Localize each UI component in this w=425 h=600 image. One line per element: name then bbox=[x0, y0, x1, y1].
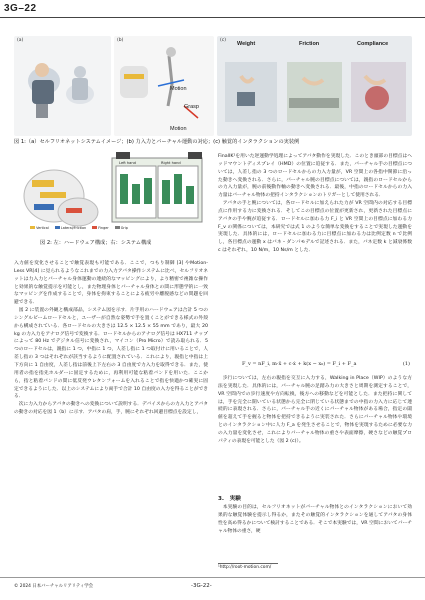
legend-item: Grip bbox=[115, 226, 128, 230]
figure-1 bbox=[14, 36, 412, 136]
paragraph: 本実験の目的は，セルフリオネットがバーチャル物体とのインタラクションにおいて効果的な触覚体験を提示し得るか，またその触覚的インタラクションを通してアバタの身体性を高め得るかについて検討することである．そこで本実験では，VR 空間においてバーチャル物体の重さ，硬 bbox=[218, 505, 412, 534]
left-column bbox=[14, 260, 208, 417]
header-rule bbox=[0, 17, 425, 18]
figure-1-panel-a bbox=[14, 36, 111, 136]
page-number: -3G-22- bbox=[191, 583, 212, 589]
legend-item: Vertical bbox=[30, 226, 49, 230]
figure-2 bbox=[16, 152, 206, 237]
paragraph: FinalIK¹を用いた逆運動学処理によってアバタ動作を実現した．このとき頭部の目標点はヘッドマウントディスプレイ（HMD）の位置に追従する．また，バーチャル手の目標点については，人差し指の 3 つのロードセルからの力入力量が，VR 空間上の各指中関節に沿った動きへ変換される．さらに，バーチャル腕の目標点については，親指のロードセルからの力入力量が，腕の前後動作軸の動きへ変換される．最後，中指のロードセルからの力入力量はバーチャル物体の把持インタラクションのトリガーとして使用される． bbox=[218, 154, 412, 199]
paragraph: 入力値を変化させることで触覚表現も可能である．ここで，つもり制御 [3] やMotion-Less VR[4] に見られるようなこれまでの力入力アバタ操作システムに比べ，セルフリオネットは力入力とバーチャル身体運動の連続的なマッピングにより，より精密で複雑な操作と効果的な触覚提示を可能とし，また物理身体とバーチャル身体との間に形態学的に一致なマッピングを作成することで，身体を拘束することによる疲労や離脱感などの問題を回避できる． bbox=[14, 261, 208, 306]
section-3-heading: 3. 実験 bbox=[218, 496, 241, 502]
haptic-examples-illustration bbox=[217, 36, 412, 136]
equation-1 bbox=[242, 361, 410, 367]
left-hand-label: Left hand bbox=[119, 161, 136, 165]
panel-a-label: (a) bbox=[17, 38, 24, 43]
force-mapping-illustration bbox=[114, 36, 214, 136]
panel-c-label: (c) bbox=[220, 38, 226, 43]
right-hand-label: Right hand bbox=[161, 161, 181, 165]
figure-2-legend bbox=[30, 226, 128, 230]
figure-1-panel-c bbox=[217, 36, 412, 136]
figure-1-panel-b bbox=[114, 36, 214, 136]
paragraph: 図 2 に装置の外観と構成部品，システム図を示す．片手用のハードウェアは合計 5 つのシングルビームロードセルと，ユーザーが自然な姿勢で手を置くことができる様式の外殻から構成されている．各ロードセルの大きさは 12.5 × 12.5 × 55 mm であり，最大 20 kg の力入力をアナログ信号で変換する．ロードセルからのアナログ信号は HX711 チップによって 80 Hz でデジタル信号に変換され，マイコン（Pro Micro）で読み取られる．5 つのロードセルは，親指に 1 つ，中指に 1 つ，人差し指に 1 つ取付けに用いることで，人差し指の 3 つはそれぞれが該当するように配置されている．これにより，親指と中指は上下方向に 1 自由度，人差し指は前後上下左右の 3 自由度で力入力を取得できる．また，使用者の指を指先ホルダーに固定するために，再利用可能な粘着バンドを用いた．ここから，指と粘着バンドの間に低反発ウレタンフォームを入れることで指を快適かつ確実に固定できるようにした．以上のシステムにより両手で合計 10 自由度の入力を得ることができる． bbox=[14, 308, 208, 400]
legend-item: Finger bbox=[92, 226, 109, 230]
person-avatar-illustration bbox=[14, 36, 111, 136]
paragraph: 次に力入力からアバタの動きへの変換について説明する．デバイスからの力入力とアバタの動きの対応を図 1（b）に示す．アバタの肩，手，腕にそれぞれ回避目標点を設定し， bbox=[14, 402, 208, 416]
motion-label-2: Motion bbox=[170, 126, 187, 132]
right-column-mid bbox=[218, 375, 412, 446]
grasp-label: Grasp bbox=[184, 104, 199, 110]
weight-label: Weight bbox=[237, 41, 256, 47]
motion-label-1: Motion bbox=[170, 86, 187, 92]
friction-label: Friction bbox=[299, 41, 320, 47]
footer-rule bbox=[0, 577, 425, 578]
section-3-body bbox=[218, 504, 412, 535]
equation-text: F_v = nF_i, m·ẍ + c·ẋ + k(x − x₀) = F_i + F_a bbox=[242, 361, 357, 367]
compliance-label: Compliance bbox=[357, 41, 389, 47]
right-column-top bbox=[218, 153, 412, 255]
paragraph: 歩行については，左右の親指を交互に入力する，Walking in Place（WIP）のような方法を実現した．具体的には，バーチャル腕の足踏み力の大きさと周期を測定することで，VR 空間内での歩行速度や方向転換，後方への移動などを可能とした．また把持に関しては，手を完全に開いている状態から完全に閉じている状態までの中指の力入力に応じて連続的に表現される．さらに，バーチャル手の近くにバーチャル物体がある場合，指定の閾値を超えて手を握ると物体を把持できるように実装された．さらにバーチャル物体や環境とのインタラクション中に人力 F_a を発生させることで，物体を実現するために必要な力の入力量を変化させ，これによりバーチャル物体の重さや表面摩擦，硬さなどの触覚プロパティの表現を可能とした（図 2 (c)）。 bbox=[218, 376, 412, 444]
footnote-rule bbox=[218, 563, 278, 564]
legend-item: Lateral/Friction bbox=[55, 226, 86, 230]
footnote: ¹http://root-motion.com/ bbox=[218, 565, 272, 570]
page-header-label: 3G–22 bbox=[4, 3, 37, 14]
equation-number: (1) bbox=[402, 361, 410, 367]
copyright: © 2024 日本バーチャルリアリティ学会 bbox=[14, 584, 94, 589]
figure-2-caption: 図 2: 左：ハードウェア構成；右：システム構成 bbox=[40, 240, 152, 246]
figure-1-caption: 図 1:（a）セルフリオネットシステムイメージ；(b) 力入力とバーチャル運動の対応；(c) 触覚的インタラクションの実装例 bbox=[14, 139, 300, 145]
panel-b-label: (b) bbox=[117, 38, 124, 43]
paragraph: アバタの手と腕については，各ロードセルに加えられた力が VR 空間内の対応する目標点に作用する力に変換される．そしてこの目標点の位置が更新され，更新された目標点にアバタの手や腕が追従する．ロードセルに加わる力 F_i と VR 空間上の目標点に加わる力 F_v の関係については，本研究では式 1 のような簡単な変換をすることで実現した運動を実現した．具体的には，ロードセルに加わる力に目標点に加わる力は比例定数 n で比例し，各目標点の運動 x はバネ・ダンパモデルで記述される．また，バネ定数 k と減衰係数 c はそれぞれ，10 N/m，10 Ns/m とした． bbox=[218, 201, 412, 254]
